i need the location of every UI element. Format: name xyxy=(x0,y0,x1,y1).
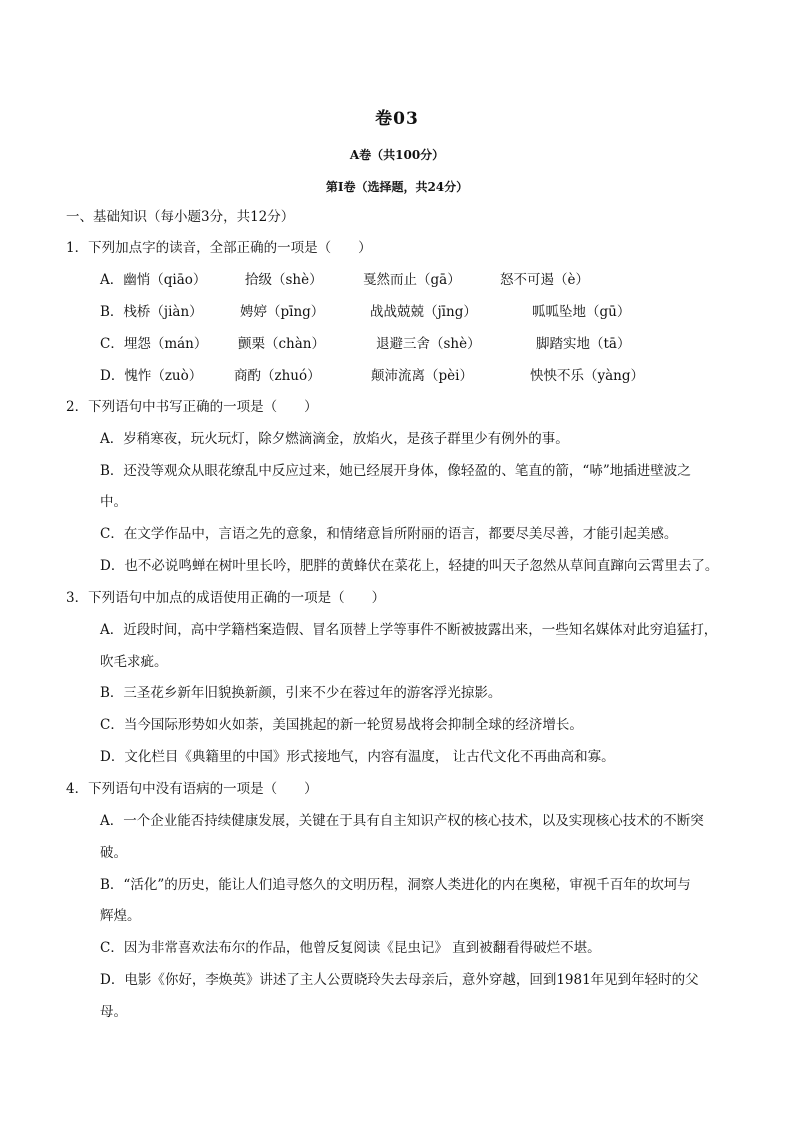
q3-option-b: B．三圣花乡新年旧貌换新颜，引来不少在蓉过年的游客浮光掠影。 xyxy=(100,685,502,701)
q4-option-a-cont: 破。 xyxy=(100,845,127,861)
q1-a-item-3: 戛然而止（gā） xyxy=(363,272,461,288)
q2-option-c: C．在文学作品中，言语之先的意象，和情绪意旨所附丽的语言，都要尽美尽善，才能引起美感。 xyxy=(100,526,678,542)
q1-b-item-1: B．栈桥（jiàn） xyxy=(100,304,203,320)
q1-d-item-3: 颠沛流离（pèi） xyxy=(371,368,473,384)
part-1-heading: 第I卷（选择题，共24分） xyxy=(325,180,469,194)
q1-c-item-4: 脚踏实地（tā） xyxy=(536,336,631,352)
q1-a-item-1: A．幽悄（qiāo） xyxy=(100,272,207,288)
q2-option-a: A．岁稍寒夜，玩火玩灯，除夕燃滴滴金，放焰火，是孩子群里少有例外的事。 xyxy=(100,431,569,447)
q1-b-item-4: 呱呱坠地（gū） xyxy=(532,304,631,320)
paper-title: 卷03 xyxy=(375,109,419,129)
q4-option-a: A．一个企业能否持续健康发展，关键在于具有自主知识产权的核心技术，以及实现核心技术的不断突 xyxy=(100,813,704,829)
q1-d-item-1: D．愧怍（zuò） xyxy=(100,368,203,384)
q1-a-item-2: 拾级（shè） xyxy=(245,272,323,288)
q3-option-c: C．当今国际形势如火如荼，美国挑起的新一轮贸易战将会抑制全球的经济增长。 xyxy=(100,717,583,733)
q2-option-b: B．还没等观众从眼花缭乱中反应过来，她已经展开身体，像轻盈的、笔直的箭，“哧”地插进壁波之 xyxy=(100,463,691,479)
q1-c-item-1: C．埋怨（mán） xyxy=(100,336,208,352)
q2-option-b-cont: 中。 xyxy=(100,494,127,510)
q1-c-item-3: 退避三舍（shè） xyxy=(376,336,481,352)
q4-option-d-cont: 母。 xyxy=(100,1004,127,1020)
q2-option-d: D．也不必说鸣蝉在树叶里长吟，肥胖的黄蜂伏在菜花上，轻捷的叫天子忽然从草间直蹿向云霄里去了。 xyxy=(100,558,719,574)
q4-option-b-cont: 辉煌。 xyxy=(100,908,141,924)
question-1-stem: 1．下列加点字的读音，全部正确的一项是（ ） xyxy=(66,240,372,256)
q3-option-d: D．文化栏目《典籍里的中国》形式接地气，内容有温度， 让古代文化不再曲高和寡。 xyxy=(100,749,615,765)
part-a-heading: A卷（共100分） xyxy=(349,148,445,162)
question-2-stem: 2．下列语句中书写正确的一项是（ ） xyxy=(66,399,318,415)
q4-option-b: B．“活化”的历史，能让人们追寻悠久的文明历程，洞察人类进化的内在奥秘，审视千百年的坎坷与 xyxy=(100,877,691,893)
q1-d-item-2: 商酌（zhuó） xyxy=(234,368,321,384)
q1-c-item-2: 颤栗（chàn） xyxy=(238,336,325,352)
q1-b-item-3: 战战兢兢（jīng） xyxy=(370,304,477,320)
q1-a-item-4: 怒不可遏（è） xyxy=(500,272,589,288)
q4-option-c: C．因为非常喜欢法布尔的作品，他曾反复阅读《昆虫记》 直到被翻看得破烂不堪。 xyxy=(100,940,601,956)
q1-b-item-2: 娉婷（pīng） xyxy=(240,304,325,320)
question-4-stem: 4．下列语句中没有语病的一项是（ ） xyxy=(66,781,318,797)
q4-option-d: D．电影《你好，李焕英》讲述了主人公贾晓玲失去母亲后，意外穿越，回到1981年见到年轻时的父 xyxy=(100,972,699,988)
q3-option-a-cont: 吹毛求疵。 xyxy=(100,654,168,670)
q3-option-a: A．近段时间，高中学籍档案造假、冒名顶替上学等事件不断被披露出来，一些知名媒体对此穷追猛打， xyxy=(100,622,718,638)
q1-d-item-4: 怏怏不乐（yàng） xyxy=(530,368,645,384)
question-3-stem: 3．下列语句中加点的成语使用正确的一项是（ ） xyxy=(66,590,386,606)
section-heading: 一、基础知识（每小题3分，共12分） xyxy=(66,209,295,225)
